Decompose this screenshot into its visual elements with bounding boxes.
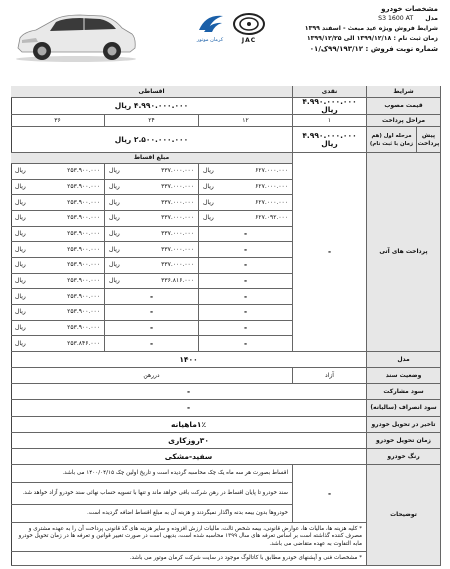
rial-unit: ریال [15,245,26,253]
rial-unit: ریال [15,167,26,175]
car-image [10,4,140,64]
rial-unit: ریال [15,182,26,190]
installment-24-row-3 [105,195,199,211]
rial-unit: ریال [203,182,214,190]
note-2: سند خودرو تا پایان اقساط در رهن شرکت باقی خواهد ماند و تنها با تسویه حساب نهائی سند خودرو آزاد خواهد شد. [11,483,293,505]
row-label-price: قیمت مصوب [367,98,441,115]
row-label-annual: سود انصراف (سالیانه) [367,400,441,417]
installment-12-row-7: - [199,258,293,274]
rial-unit: ریال [109,261,120,269]
stage-cash: ۱ [293,115,367,127]
rial-unit: ریال [109,167,120,175]
installment-24-row-10: - [105,305,199,321]
jac-logo-text: JAC [241,37,257,44]
installment-36-row-3 [11,195,105,211]
registration-time: زمان ثبت نام : ۱۳۹۹/۱۲/۱۸ الی ۱۳۹۹/۱۲/۲۵ [306,35,438,42]
note-4: * کلیه هزینه ها، مالیات ها، عوارض قانونی، بیمه شخص ثالث، مالیات ارزش افزوده و سایر هزینه های گذ قانونی پرداخت آن را به عهده مشتری و مصرف کننده گذاشته است بر اساس تعرفه های سال ۱۳۹۹ محاسبه شده است، بدیهی است در صورت تغییر قوانین و تعرفه ها در زمان تحویل خودرو مابه التفاوت به عهده متقاضی می باشد. [11,523,367,552]
installment-amount: ۲۵۳.۹۰۰.۰۰۰ [67,261,100,269]
installment-36-row-2 [11,180,105,196]
rial-unit: ریال [15,230,26,237]
installment-24-row-7 [105,258,199,274]
kerman-motor-logo-text: کرمان موتور [196,37,224,43]
installment-24-row-5 [105,227,199,243]
installment-24-row-6 [105,242,199,258]
installment-amount: ۳۳۶.۸۱۶.۰۰۰ [161,277,194,285]
future-payments-cash: - [293,153,367,352]
first-payment-cash: ۴.۹۹۰.۰۰۰.۰۰۰ ریال [293,127,367,153]
price-cash: ۴.۹۹۰.۰۰۰.۰۰۰ ریال [293,98,367,115]
installment-amount: ۳۳۷.۰۰۰.۰۰۰ [161,198,194,206]
installment-amount: ۲۵۳.۹۰۰.۰۰۰ [67,182,100,190]
installment-amount: ۲۵۳.۹۰۰.۰۰۰ [67,230,100,237]
installment-amount: ۲۵۳.۹۰۰.۰۰۰ [67,214,100,222]
price-installment: ۴.۹۹۰.۰۰۰.۰۰۰ ریال [11,98,293,115]
installment-amount: ۲۵۳.۹۰۰.۰۰۰ [67,167,100,175]
installment-amount: ۲۵۳.۹۰۰.۰۰۰ [67,198,100,206]
installment-amount: ۲۵۳.۹۰۰.۰۰۰ [67,324,100,332]
row-label-document: وضعیت سند [367,368,441,384]
rial-unit: ریال [15,261,26,269]
installment-12-row-6: - [199,242,293,258]
notes-cash: - [293,465,367,523]
col-header-cash: نقدی [293,86,367,98]
profit-value: - [11,384,367,400]
col-header-conditions: شرایط [367,86,441,98]
installment-12-row-3 [199,195,293,211]
kerman-motor-logo [196,10,226,36]
installment-amount: ۶۲۷.۰۰۰.۰۰۰ [255,167,288,175]
installment-36-row-1 [11,164,105,180]
rial-unit: ریال [15,292,26,300]
installment-12-row-9: - [199,289,293,305]
installment-24-row-9: - [105,289,199,305]
rial-unit: ریال [15,324,26,332]
header-info [268,4,438,54]
installment-amount: ۳۳۷.۰۰۰.۰۰۰ [161,261,194,269]
rial-unit: ریال [15,277,26,285]
rial-unit: ریال [15,214,26,222]
rial-unit: ریال [109,182,120,190]
stage-12: ۱۲ [199,115,293,127]
installment-amount: ۳۳۷.۰۰۰.۰۰۰ [161,214,194,222]
row-label-notes: توضیحات [367,465,441,566]
rial-unit: ریال [203,198,214,206]
installment-amount: ۲۵۳.۹۰۰.۰۰۰ [67,308,100,316]
installment-24-row-1 [105,164,199,180]
note-3: خودروها بدون بیمه بدنه واگذار نمیگردند و هزینه آن به مبلغ اقساط اضافه گردیده است. [11,505,293,523]
installment-36-row-6 [11,242,105,258]
delivery-value: ۳۰روزکاری [11,433,367,449]
header-model: مدلS3 1600 AT [378,15,438,22]
rial-unit: ریال [203,214,214,222]
rial-unit: ریال [109,214,120,222]
note-5: * مشخصات فنی و آپشنهای خودرو مطابق با کاتالوگ موجود در سایت شرکت کرمان موتور می باشد. [11,552,367,566]
installment-36-row-11 [11,321,105,337]
rial-unit: ریال [109,245,120,253]
installment-12-row-8: - [199,274,293,290]
installment-amount: ۳۳۷.۰۰۰.۰۰۰ [161,167,194,175]
sale-title: شرایط فروش ویژه عید مبعث - اسفند ۱۳۹۹ [304,25,438,32]
installment-36-row-10 [11,305,105,321]
installment-24-row-12: - [105,336,199,352]
rial-unit: ریال [15,308,26,316]
installment-amount: ۲۵۳.۹۰۰.۰۰۰ [67,277,100,285]
rial-unit: ریال [109,198,120,206]
installment-36-row-8 [11,274,105,290]
installment-12-row-2 [199,180,293,196]
installment-36-row-9 [11,289,105,305]
note-1: اقساط بصورت هر سه ماه یک چک محاسبه گردیده است و تاریخ اولین چک ۱۴۰۰/۰۴/۱۵ می باشد. [11,465,293,483]
installment-12-row-10: - [199,305,293,321]
row-label-color: رنگ خودرو [367,449,441,465]
installment-36-row-7 [11,258,105,274]
rial-unit: ریال [15,339,26,347]
row-label-delay: تاخیر در تحویل خودرو [367,417,441,433]
installment-amount: ۳۳۷.۰۰۰.۰۰۰ [161,230,194,237]
row-label-stages: مراحل پرداخت [367,115,441,127]
installment-36-row-4 [11,211,105,227]
installment-24-row-2 [105,180,199,196]
installment-24-row-8 [105,274,199,290]
installment-36-row-12 [11,336,105,352]
installment-amount-header: مبلغ اقساط [11,153,293,164]
col-header-installment: اقساطی [11,86,293,98]
installment-12-row-11: - [199,321,293,337]
installment-36-row-5 [11,227,105,243]
color-value: سفید-مشکی [11,449,367,465]
document-installment: دررهن [11,368,293,384]
installment-amount: ۳۳۷.۰۰۰.۰۰۰ [161,245,194,253]
installment-amount: ۲۵۳.۹۰۰.۰۰۰ [67,292,100,300]
installment-12-row-4 [199,211,293,227]
conditions-table [11,86,441,566]
installment-12-row-1 [199,164,293,180]
installment-amount: ۶۲۷.۰۰۰.۰۰۰ [255,182,288,190]
header [0,0,450,86]
row-label-delivery: زمان تحویل خودرو [367,433,441,449]
installment-24-row-11: - [105,321,199,337]
installment-12-row-12: - [199,336,293,352]
installment-amount: ۶۲۷.۰۹۲.۰۰۰ [255,214,288,222]
rial-unit: ریال [109,277,120,285]
rial-unit: ریال [109,230,120,237]
first-payment-installment: ۲.۵۰۰.۰۰۰.۰۰۰ ریال [11,127,293,153]
installment-24-row-4 [105,211,199,227]
installment-amount: ۲۵۳.۸۴۶.۰۰۰ [67,339,100,347]
row-label-first-stage: مرحله اول (هم زمان با ثبت نام) [367,127,417,153]
delay-value: ۱٪ماهیانه [11,417,367,433]
annual-value: - [11,400,367,417]
installment-amount: ۳۳۷.۰۰۰.۰۰۰ [161,182,194,190]
rial-unit: ریال [15,198,26,206]
stage-36: ۳۶ [11,115,105,127]
document-cash: آزاد [293,368,367,384]
header-title: مشخصات خودرو [381,5,438,13]
row-label-profit: سود مشارکت [367,384,441,400]
installment-12-row-5: - [199,227,293,243]
jac-logo [232,12,266,36]
turn-number: شماره نوبت فروش : ۹۹/۱۹۳/۱۲ک/۰۱ [309,45,438,53]
installment-amount: ۶۲۷.۰۰۰.۰۰۰ [255,198,288,206]
rial-unit: ریال [203,167,214,175]
row-label-model: مدل [367,352,441,368]
row-label-payment: پیش پرداخت [417,127,441,153]
stage-24: ۲۴ [105,115,199,127]
installment-amount: ۲۵۳.۹۰۰.۰۰۰ [67,245,100,253]
row-label-future-payments: پرداخت های آتی [367,153,441,352]
model-year: ۱۴۰۰ [11,352,367,368]
